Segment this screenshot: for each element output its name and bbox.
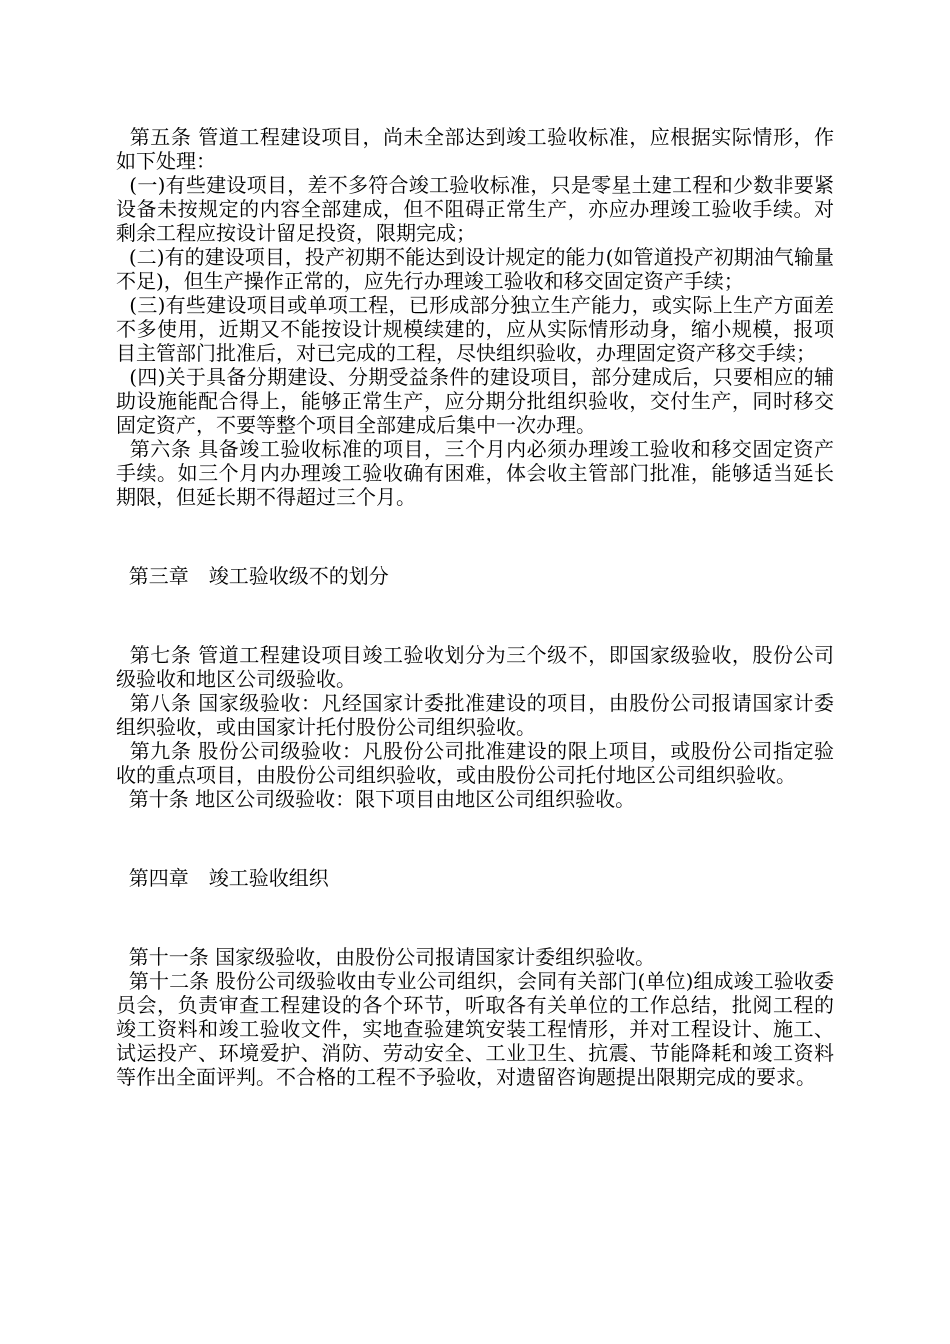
article-5-item-2: (二)有的建设项目，投产初期不能达到设计规定的能力(如管道投产初期油气输量不足)，但生产操作正常的，应先行办理竣工验收和移交固定资产手续；: [116, 245, 834, 293]
chapter-4-heading: 第四章 竣工验收组织: [116, 866, 329, 890]
section-intro: [116, 125, 834, 509]
article-11: 第十一条 国家级验收，由股份公司报请国家计委组织验收。: [116, 945, 656, 969]
article-10: 第十条 地区公司级验收：限下项目由地区公司组织验收。: [116, 787, 636, 811]
article-5-item-3: (三)有些建设项目或单项工程，已形成部分独立生产能力，或实际上生产方面差不多使用，近期又不能按设计规模续建的，应从实际情形动身，缩小规模，报项目主管部门批准后，对已完成的工程，尽快组织验收，办理固定资产移交手续；: [116, 293, 835, 365]
chapter-3-heading: 第三章 竣工验收级不的划分: [116, 564, 389, 588]
article-8: 第八条 国家级验收：凡经国家计委批准建设的项目，由股份公司报请国家计委组织验收，或由国家计托付股份公司组织验收。: [116, 691, 835, 739]
chapter-4: [116, 866, 834, 1089]
article-7: 第七条 管道工程建设项目竣工验收划分为三个级不，即国家级验收，股份公司级验收和地区公司级验收。: [116, 643, 835, 691]
article-5-item-4: (四)关于具备分期建设、分期受益条件的建设项目，部分建成后，只要相应的辅助设施能配合得上，能够正常生产，应分期分批组织验收，交付生产，同时移交固定资产，不要等整个项目全部建成后集中一次办理。: [116, 365, 835, 437]
document-page: [116, 125, 834, 1089]
spacer: [116, 588, 834, 643]
spacer: [116, 890, 834, 945]
spacer: [116, 811, 834, 866]
chapter-3: [116, 564, 834, 811]
article-5-item-1: (一)有些建设项目，差不多符合竣工验收标准，只是零星土建工程和少数非要紧设备未按规定的内容全部建成，但不阻碍正常生产，亦应办理竣工验收手续。对剩余工程应按设计留足投资，限期完成；: [116, 173, 835, 245]
spacer: [116, 509, 834, 564]
article-6: 第六条 具备竣工验收标准的项目，三个月内必须办理竣工验收和移交固定资产手续。如三个月内办理竣工验收确有困难，体会收主管部门批准，能够适当延长期限，但延长期不得超过三个月。: [116, 437, 835, 509]
article-9: 第九条 股份公司级验收：凡股份公司批准建设的限上项目，或股份公司指定验收的重点项目，由股份公司组织验收，或由股份公司托付地区公司组织验收。: [116, 739, 835, 787]
article-12: 第十二条 股份公司级验收由专业公司组织，会同有关部门(单位)组成竣工验收委员会，负责审查工程建设的各个环节，听取各有关单位的工作总结，批阅工程的竣工资料和竣工验收文件，实地查验建筑安装工程情形，并对工程设计、施工、试运投产、环境爱护、消防、劳动安全、工业卫生、抗震、节能降耗和竣工资料等作出全面评判。不合格的工程不予验收，对遗留咨询题提出限期完成的要求。: [116, 969, 834, 1089]
article-5: 第五条 管道工程建设项目，尚未全部达到竣工验收标准，应根据实际情形，作如下处理：: [116, 125, 835, 173]
